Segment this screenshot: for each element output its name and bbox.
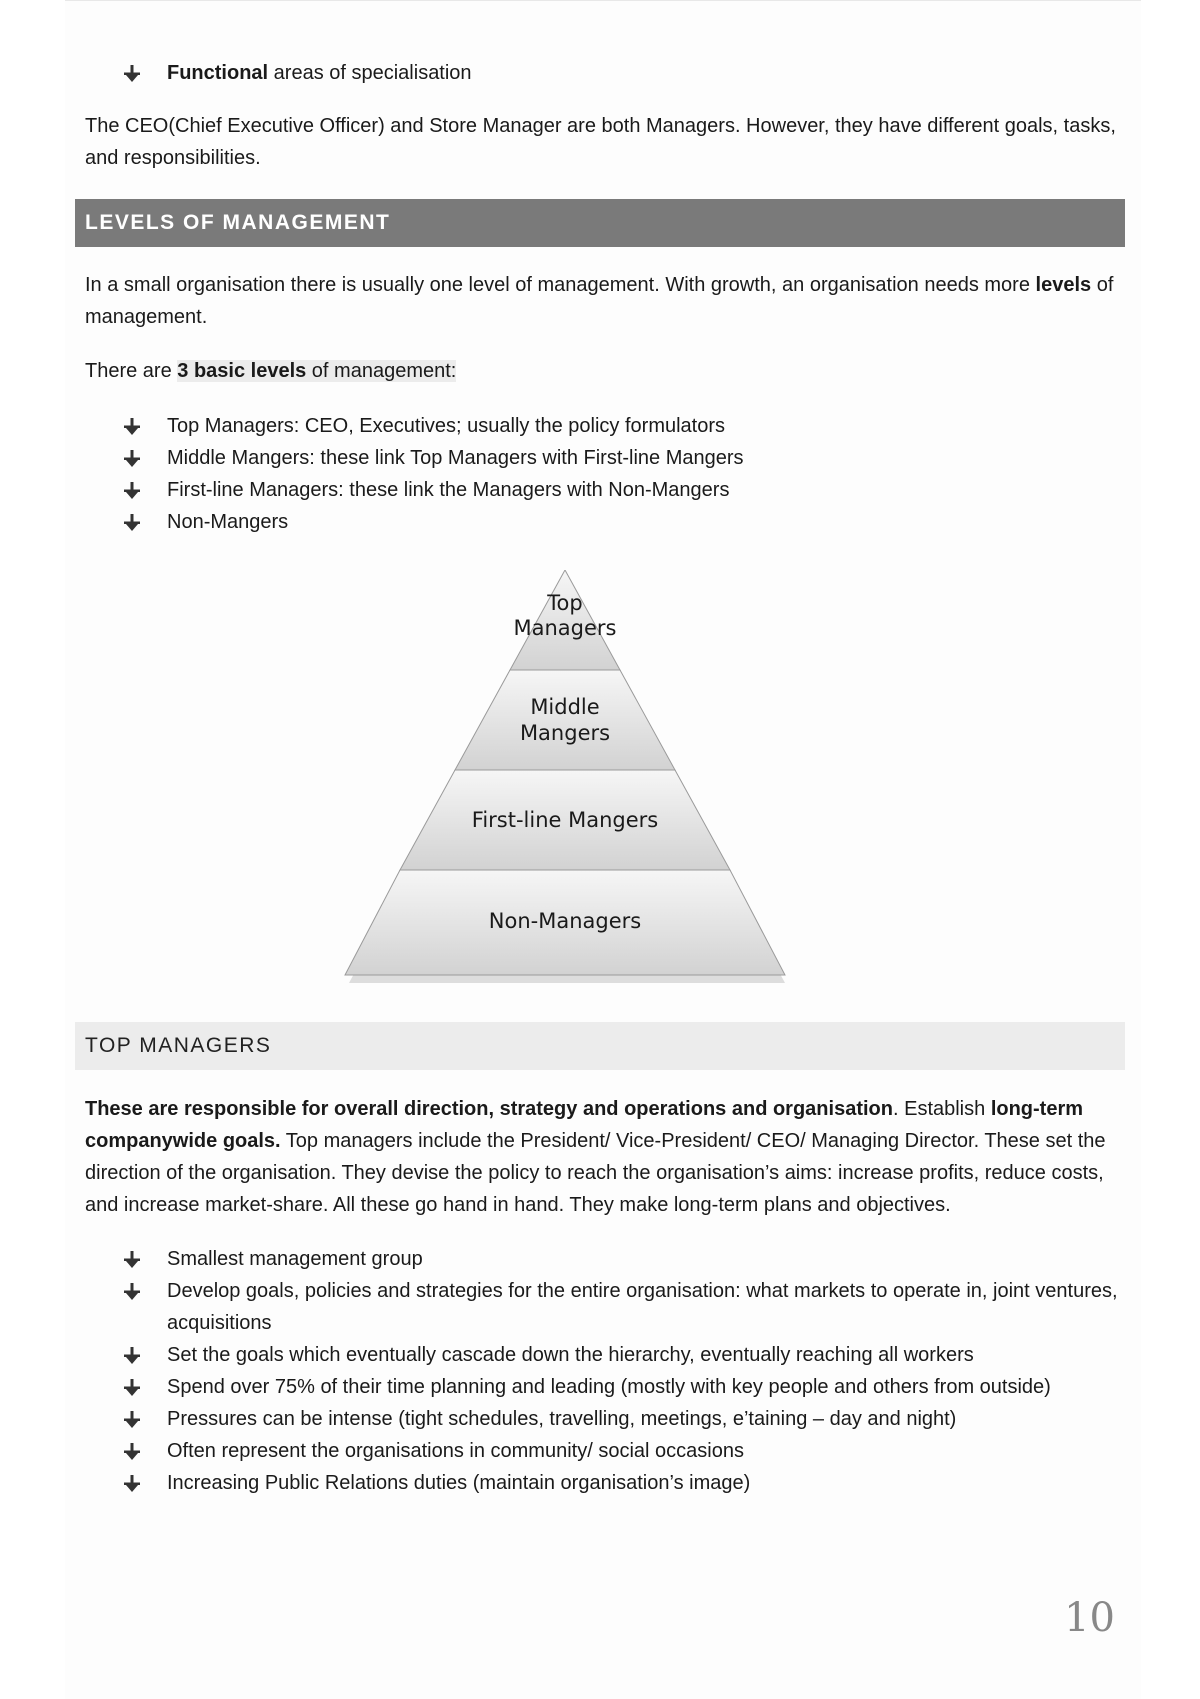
list-item-text: Often represent the organisations in community/ social occasions [167,1440,744,1462]
list-item [85,1403,1130,1435]
arrow-down-bullet-icon [123,1347,141,1365]
list-item [85,1467,1130,1499]
arrow-down-bullet-icon [123,1251,141,1269]
top-managers-bold-1: These are responsible for overall direction, strategy and operations and organisation [85,1098,893,1120]
list-item-text: Pressures can be intense (tight schedules, travelling, meetings, e’taining – day and night) [167,1408,957,1430]
levels-para1-text-end: of management. [85,274,1114,328]
arrow-down-bullet-icon [123,1379,141,1397]
list-item [85,506,1125,538]
arrow-down-bullet-icon [123,1411,141,1429]
pyramid-label-non-managers: Non-Managers [488,909,642,933]
list-item [85,1435,1130,1467]
list-item-text: Spend over 75% of their time planning and leading (mostly with key people and others from outside) [167,1376,1051,1398]
levels-para2-highlight [177,360,456,382]
ceo-paragraph: The CEO(Chief Executive Officer) and Store Manager are both Managers. However, they have different goals, tasks, and responsibilities. [85,115,1116,169]
list-item-text: First-line Managers: these link the Managers with Non-Mangers [167,479,730,501]
pyramid-label-middle-line1: Middle [530,695,600,719]
arrow-down-bullet-icon [123,1475,141,1493]
list-item [85,442,1125,474]
top-managers-bullets-block [85,1243,1130,1499]
pyramid-label-middle-line2: Mangers [519,721,611,745]
top-managers-section-heading: TOP MANAGERS [75,1022,1125,1070]
ceo-paragraph-block [85,110,1125,174]
list-item [85,1243,1130,1275]
levels-para2-bold: 3 basic levels [177,360,307,382]
top-managers-paragraph [85,1093,1130,1221]
levels-paragraph-block-2 [85,355,1125,387]
list-item-text: Non-Mangers [167,511,289,533]
pyramid-label-top-line1: Top [547,591,583,615]
arrow-down-bullet-icon [123,1283,141,1301]
levels-para2-text-end: of management: [306,360,457,382]
list-item [85,1275,1130,1339]
list-item [85,410,1125,442]
levels-bullet-list [85,410,1125,538]
arrow-down-bullet-icon [123,514,141,532]
list-item-text: Middle Mangers: these link Top Managers with First-line Mangers [167,447,744,469]
top-managers-bold-2: long-term companywide goals. [85,1098,1084,1152]
levels-paragraph-block [85,269,1125,333]
levels-para2-text: There are [85,360,178,382]
pyramid-label-top-line2: Managers [513,616,617,640]
intro-bullet-list [85,57,1125,89]
levels-section-heading: LEVELS OF MANAGEMENT [75,199,1125,247]
intro-text: areas of specialisation [268,62,472,84]
levels-para1-bold: levels [1035,274,1092,296]
pyramid-label-first-line: First-line Mangers [471,808,659,832]
intro-bold-term: Functional [167,62,269,84]
list-item [85,474,1125,506]
list-item [85,57,1125,89]
arrow-down-bullet-icon [123,1443,141,1461]
levels-paragraph-2 [85,355,1125,387]
arrow-down-bullet-icon [123,450,141,468]
pyramid-tier-middle [455,670,675,770]
levels-para1-text: In a small organisation there is usually one level of management. With growth, an organisation needs more [85,274,1036,296]
list-item-text: Top Managers: CEO, Executives; usually the policy formulators [167,415,726,437]
arrow-down-bullet-icon [123,418,141,436]
list-item-text: Develop goals, policies and strategies for the entire organisation: what markets to operate in, joint ventures, acquisitions [167,1280,1118,1334]
top-managers-bullet-list [85,1243,1130,1499]
levels-paragraph-1 [85,269,1125,333]
arrow-down-bullet-icon [123,65,141,83]
top-managers-text-1: . Establish [892,1098,991,1120]
list-item-text: Smallest management group [167,1248,423,1270]
list-item-text: Increasing Public Relations duties (maintain organisation’s image) [167,1472,751,1494]
levels-bullets-block [85,410,1125,538]
management-pyramid-diagram [340,570,800,990]
arrow-down-bullet-icon [123,482,141,500]
page-number: 10 [1064,1595,1115,1641]
intro-section [85,57,1125,89]
list-item [85,1371,1130,1403]
list-item-text: Set the goals which eventually cascade down the hierarchy, eventually reaching all workers [167,1344,974,1366]
top-managers-text-2: Top managers include the President/ Vice-President/ CEO/ Managing Director. These set the direction of the organisation. They devise the policy to reach the organisation’s aims: increase profits, reduce costs, and increase market-share. All these go hand in hand. They make long-term plans and objectives. [85,1130,1106,1216]
list-item [85,1339,1130,1371]
top-managers-paragraph-block [85,1093,1130,1221]
